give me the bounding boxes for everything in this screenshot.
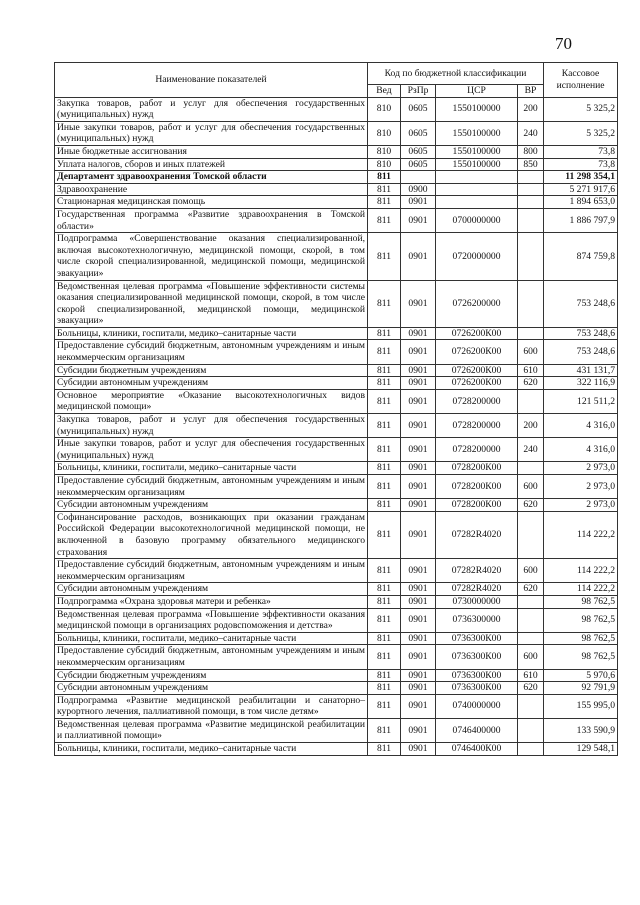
table-row xyxy=(55,718,618,742)
code-rzpr: 0900 xyxy=(401,183,436,196)
page-number: 70 xyxy=(555,34,572,53)
code-csr: 0736300К00 xyxy=(436,669,518,682)
table-body xyxy=(55,97,618,755)
code-csr: 0746400000 xyxy=(436,718,518,742)
cash-execution: 98 762,5 xyxy=(544,595,618,608)
code-rzpr: 0901 xyxy=(401,608,436,632)
code-ved: 811 xyxy=(368,280,401,327)
indicator-name: Субсидии бюджетным учреждениям xyxy=(55,669,368,682)
code-ved: 811 xyxy=(368,462,401,475)
code-csr xyxy=(436,183,518,196)
code-csr: 0728200000 xyxy=(436,414,518,438)
cash-execution: 753 248,6 xyxy=(544,327,618,340)
code-csr xyxy=(436,171,518,184)
code-csr: 0736300К00 xyxy=(436,645,518,669)
code-ved: 811 xyxy=(368,682,401,695)
table-row xyxy=(55,327,618,340)
indicator-name: Больницы, клиники, госпитали, медико–санитарные части xyxy=(55,327,368,340)
code-vr xyxy=(518,183,544,196)
cash-execution: 5 325,2 xyxy=(544,97,618,121)
table-row xyxy=(55,499,618,512)
code-vr xyxy=(518,327,544,340)
table-row xyxy=(55,632,618,645)
cash-execution: 1 886 797,9 xyxy=(544,208,618,232)
code-ved: 810 xyxy=(368,121,401,145)
code-rzpr: 0901 xyxy=(401,340,436,364)
code-csr: 0720000000 xyxy=(436,233,518,280)
code-vr: 600 xyxy=(518,340,544,364)
code-vr xyxy=(518,595,544,608)
header-rzpr: РзПр xyxy=(401,85,436,98)
code-ved: 811 xyxy=(368,196,401,209)
code-rzpr: 0605 xyxy=(401,145,436,158)
code-vr: 600 xyxy=(518,559,544,583)
code-csr: 0726200К00 xyxy=(436,377,518,390)
table-row xyxy=(55,475,618,499)
code-ved: 811 xyxy=(368,475,401,499)
indicator-name: Подпрограмма «Совершенствование оказания специализированной, включая высокотехнологичную, медицинской помощи, скорой, в том числе скорой специализированной, медицинской помощи, медицинской эвакуации» xyxy=(55,233,368,280)
code-rzpr: 0901 xyxy=(401,511,436,558)
cash-execution: 133 590,9 xyxy=(544,718,618,742)
code-vr xyxy=(518,171,544,184)
header-ved: Вед xyxy=(368,85,401,98)
code-ved: 811 xyxy=(368,377,401,390)
code-rzpr: 0901 xyxy=(401,233,436,280)
code-ved: 811 xyxy=(368,364,401,377)
cash-execution: 5 970,6 xyxy=(544,669,618,682)
code-rzpr: 0901 xyxy=(401,462,436,475)
header-code-group: Код по бюджетной классификации xyxy=(368,63,544,85)
code-csr: 0728200К00 xyxy=(436,499,518,512)
indicator-name: Больницы, клиники, госпитали, медико–санитарные части xyxy=(55,743,368,756)
code-rzpr: 0901 xyxy=(401,499,436,512)
code-vr: 850 xyxy=(518,158,544,171)
code-ved: 811 xyxy=(368,669,401,682)
table-row xyxy=(55,196,618,209)
code-csr: 0726200000 xyxy=(436,280,518,327)
indicator-name: Здравоохранение xyxy=(55,183,368,196)
code-ved: 811 xyxy=(368,340,401,364)
code-vr xyxy=(518,196,544,209)
table-row xyxy=(55,280,618,327)
code-vr xyxy=(518,389,544,413)
code-csr: 07282R4020 xyxy=(436,559,518,583)
code-vr xyxy=(518,233,544,280)
code-vr: 620 xyxy=(518,682,544,695)
code-rzpr: 0901 xyxy=(401,414,436,438)
code-ved: 811 xyxy=(368,608,401,632)
code-csr: 07282R4020 xyxy=(436,511,518,558)
code-vr: 200 xyxy=(518,97,544,121)
indicator-name: Софинансирование расходов, возникающих при оказании гражданам Российской Федерации высокотехнологичной медицинской помощи, не включенной в базовую программу обязательного медицинского страхования xyxy=(55,511,368,558)
table-row xyxy=(55,645,618,669)
code-csr xyxy=(436,196,518,209)
code-csr: 0740000000 xyxy=(436,694,518,718)
cash-execution: 98 762,5 xyxy=(544,632,618,645)
indicator-name: Предоставление субсидий бюджетным, автономным учреждениям и иным некоммерческим организациям xyxy=(55,645,368,669)
code-ved: 811 xyxy=(368,595,401,608)
indicator-name: Ведомственная целевая программа «Повышение эффективности оказания медицинской помощи в организациях родовспоможения и детства» xyxy=(55,608,368,632)
table-row xyxy=(55,511,618,558)
table-row xyxy=(55,97,618,121)
indicator-name: Ведомственная целевая программа «Повышение эффективности системы оказания специализированной медицинской помощи, скорой, в том числе скорой специализированной, медицинской помощи, медицинской эвакуации» xyxy=(55,280,368,327)
cash-execution: 753 248,6 xyxy=(544,340,618,364)
cash-execution: 2 973,0 xyxy=(544,462,618,475)
code-ved: 811 xyxy=(368,389,401,413)
code-csr: 0700000000 xyxy=(436,208,518,232)
code-vr xyxy=(518,462,544,475)
code-rzpr: 0901 xyxy=(401,208,436,232)
code-csr: 0736300000 xyxy=(436,608,518,632)
indicator-name: Закупка товаров, работ и услуг для обеспечения государственных (муниципальных) нужд xyxy=(55,414,368,438)
table-row xyxy=(55,669,618,682)
cash-execution: 431 131,7 xyxy=(544,364,618,377)
code-rzpr: 0901 xyxy=(401,559,436,583)
table-row xyxy=(55,121,618,145)
code-ved: 810 xyxy=(368,97,401,121)
code-ved: 811 xyxy=(368,171,401,184)
code-csr: 0728200000 xyxy=(436,389,518,413)
cash-execution: 73,8 xyxy=(544,145,618,158)
cash-execution: 11 298 354,1 xyxy=(544,171,618,184)
code-rzpr: 0901 xyxy=(401,718,436,742)
code-vr: 200 xyxy=(518,414,544,438)
code-ved: 811 xyxy=(368,327,401,340)
code-vr: 620 xyxy=(518,377,544,390)
code-vr xyxy=(518,632,544,645)
header-csr: ЦСР xyxy=(436,85,518,98)
code-ved: 811 xyxy=(368,632,401,645)
table-row xyxy=(55,743,618,756)
table-header xyxy=(55,63,618,98)
table-row xyxy=(55,158,618,171)
table-row xyxy=(55,608,618,632)
code-csr: 0730000000 xyxy=(436,595,518,608)
table-row xyxy=(55,559,618,583)
indicator-name: Подпрограмма «Развитие медицинской реабилитации и санаторно–курортного лечения, паллиативной помощи, в том числе детям» xyxy=(55,694,368,718)
code-ved: 811 xyxy=(368,743,401,756)
indicator-name: Иные бюджетные ассигнования xyxy=(55,145,368,158)
code-rzpr: 0901 xyxy=(401,196,436,209)
code-csr: 0728200К00 xyxy=(436,462,518,475)
table-row xyxy=(55,183,618,196)
cash-execution: 4 316,0 xyxy=(544,438,618,462)
code-csr: 0726200К00 xyxy=(436,364,518,377)
code-rzpr: 0901 xyxy=(401,364,436,377)
table-row xyxy=(55,414,618,438)
code-vr: 620 xyxy=(518,499,544,512)
code-rzpr: 0901 xyxy=(401,595,436,608)
cash-execution: 92 791,9 xyxy=(544,682,618,695)
indicator-name: Подпрограмма «Охрана здоровья матери и ребенка» xyxy=(55,595,368,608)
cash-execution: 129 548,1 xyxy=(544,743,618,756)
code-csr: 07282R4020 xyxy=(436,583,518,596)
indicator-name: Основное мероприятие «Оказание высокотехнологичных видов медицинской помощи» xyxy=(55,389,368,413)
code-rzpr: 0901 xyxy=(401,743,436,756)
indicator-name: Предоставление субсидий бюджетным, автономным учреждениям и иным некоммерческим организациям xyxy=(55,340,368,364)
cash-execution: 114 222,2 xyxy=(544,511,618,558)
indicator-name: Субсидии автономным учреждениям xyxy=(55,682,368,695)
code-csr: 0728200К00 xyxy=(436,475,518,499)
code-ved: 811 xyxy=(368,511,401,558)
cash-execution: 155 995,0 xyxy=(544,694,618,718)
table-row xyxy=(55,208,618,232)
code-ved: 810 xyxy=(368,158,401,171)
code-rzpr xyxy=(401,171,436,184)
code-ved: 811 xyxy=(368,233,401,280)
indicator-name: Иные закупки товаров, работ и услуг для обеспечения государственных (муниципальных) нужд xyxy=(55,121,368,145)
budget-table xyxy=(54,62,618,756)
code-vr xyxy=(518,743,544,756)
code-csr: 0726200К00 xyxy=(436,327,518,340)
code-csr: 1550100000 xyxy=(436,97,518,121)
header-name-column: Наименование показателей xyxy=(55,63,368,98)
table-row xyxy=(55,438,618,462)
code-rzpr: 0901 xyxy=(401,682,436,695)
indicator-name: Закупка товаров, работ и услуг для обеспечения государственных (муниципальных) нужд xyxy=(55,97,368,121)
cash-execution: 114 222,2 xyxy=(544,559,618,583)
cash-execution: 5 271 917,6 xyxy=(544,183,618,196)
code-vr: 620 xyxy=(518,583,544,596)
indicator-name: Субсидии автономным учреждениям xyxy=(55,377,368,390)
code-vr xyxy=(518,718,544,742)
code-rzpr: 0901 xyxy=(401,632,436,645)
code-vr: 240 xyxy=(518,121,544,145)
code-rzpr: 0901 xyxy=(401,377,436,390)
cash-execution: 5 325,2 xyxy=(544,121,618,145)
code-rzpr: 0901 xyxy=(401,438,436,462)
code-vr xyxy=(518,208,544,232)
code-vr: 800 xyxy=(518,145,544,158)
code-ved: 811 xyxy=(368,438,401,462)
code-csr: 1550100000 xyxy=(436,158,518,171)
code-vr xyxy=(518,280,544,327)
code-rzpr: 0901 xyxy=(401,280,436,327)
code-csr: 1550100000 xyxy=(436,121,518,145)
code-vr: 610 xyxy=(518,669,544,682)
code-vr: 240 xyxy=(518,438,544,462)
cash-execution: 753 248,6 xyxy=(544,280,618,327)
table-row xyxy=(55,340,618,364)
table-row xyxy=(55,462,618,475)
cash-execution: 98 762,5 xyxy=(544,608,618,632)
indicator-name: Предоставление субсидий бюджетным, автономным учреждениям и иным некоммерческим организациям xyxy=(55,559,368,583)
indicator-name: Больницы, клиники, госпитали, медико–санитарные части xyxy=(55,462,368,475)
cash-execution: 4 316,0 xyxy=(544,414,618,438)
code-ved: 811 xyxy=(368,718,401,742)
cash-execution: 121 511,2 xyxy=(544,389,618,413)
cash-execution: 1 894 653,0 xyxy=(544,196,618,209)
indicator-name: Стационарная медицинская помощь xyxy=(55,196,368,209)
indicator-name: Уплата налогов, сборов и иных платежей xyxy=(55,158,368,171)
code-rzpr: 0901 xyxy=(401,327,436,340)
code-csr: 0736300К00 xyxy=(436,682,518,695)
code-csr: 0746400К00 xyxy=(436,743,518,756)
code-csr: 0726200К00 xyxy=(436,340,518,364)
code-vr xyxy=(518,608,544,632)
code-csr: 1550100000 xyxy=(436,145,518,158)
code-ved: 811 xyxy=(368,694,401,718)
indicator-name: Предоставление субсидий бюджетным, автономным учреждениям и иным некоммерческим организациям xyxy=(55,475,368,499)
cash-execution: 2 973,0 xyxy=(544,499,618,512)
indicator-name: Субсидии автономным учреждениям xyxy=(55,499,368,512)
code-ved: 811 xyxy=(368,414,401,438)
code-rzpr: 0901 xyxy=(401,389,436,413)
cash-execution: 73,8 xyxy=(544,158,618,171)
code-rzpr: 0901 xyxy=(401,669,436,682)
code-rzpr: 0901 xyxy=(401,694,436,718)
code-ved: 811 xyxy=(368,499,401,512)
code-csr: 0736300К00 xyxy=(436,632,518,645)
code-ved: 811 xyxy=(368,208,401,232)
code-ved: 811 xyxy=(368,559,401,583)
code-ved: 811 xyxy=(368,183,401,196)
code-rzpr: 0901 xyxy=(401,475,436,499)
table-row xyxy=(55,583,618,596)
code-rzpr: 0605 xyxy=(401,121,436,145)
code-ved: 810 xyxy=(368,145,401,158)
code-ved: 811 xyxy=(368,583,401,596)
cash-execution: 874 759,8 xyxy=(544,233,618,280)
indicator-name: Субсидии автономным учреждениям xyxy=(55,583,368,596)
code-vr xyxy=(518,511,544,558)
code-rzpr: 0901 xyxy=(401,583,436,596)
code-vr: 610 xyxy=(518,364,544,377)
indicator-name: Больницы, клиники, госпитали, медико–санитарные части xyxy=(55,632,368,645)
table-row xyxy=(55,377,618,390)
table-row xyxy=(55,233,618,280)
code-vr: 600 xyxy=(518,645,544,669)
header-amount-column: Кассовое исполнение xyxy=(544,63,618,98)
cash-execution: 322 116,9 xyxy=(544,377,618,390)
header-vr: ВР xyxy=(518,85,544,98)
indicator-name: Департамент здравоохранения Томской области xyxy=(55,171,368,184)
cash-execution: 98 762,5 xyxy=(544,645,618,669)
indicator-name: Иные закупки товаров, работ и услуг для обеспечения государственных (муниципальных) нужд xyxy=(55,438,368,462)
code-rzpr: 0901 xyxy=(401,645,436,669)
indicator-name: Государственная программа «Развитие здравоохранения в Томской области» xyxy=(55,208,368,232)
table-row xyxy=(55,171,618,184)
indicator-name: Ведомственная целевая программа «Развитие медицинской реабилитации и паллиативной помощи» xyxy=(55,718,368,742)
table-row xyxy=(55,364,618,377)
code-vr xyxy=(518,694,544,718)
code-csr: 0728200000 xyxy=(436,438,518,462)
code-rzpr: 0605 xyxy=(401,158,436,171)
table-row xyxy=(55,389,618,413)
indicator-name: Субсидии бюджетным учреждениям xyxy=(55,364,368,377)
table-row xyxy=(55,682,618,695)
cash-execution: 2 973,0 xyxy=(544,475,618,499)
table-row xyxy=(55,145,618,158)
code-ved: 811 xyxy=(368,645,401,669)
table-row xyxy=(55,694,618,718)
code-rzpr: 0605 xyxy=(401,97,436,121)
cash-execution: 114 222,2 xyxy=(544,583,618,596)
table-row xyxy=(55,595,618,608)
code-vr: 600 xyxy=(518,475,544,499)
